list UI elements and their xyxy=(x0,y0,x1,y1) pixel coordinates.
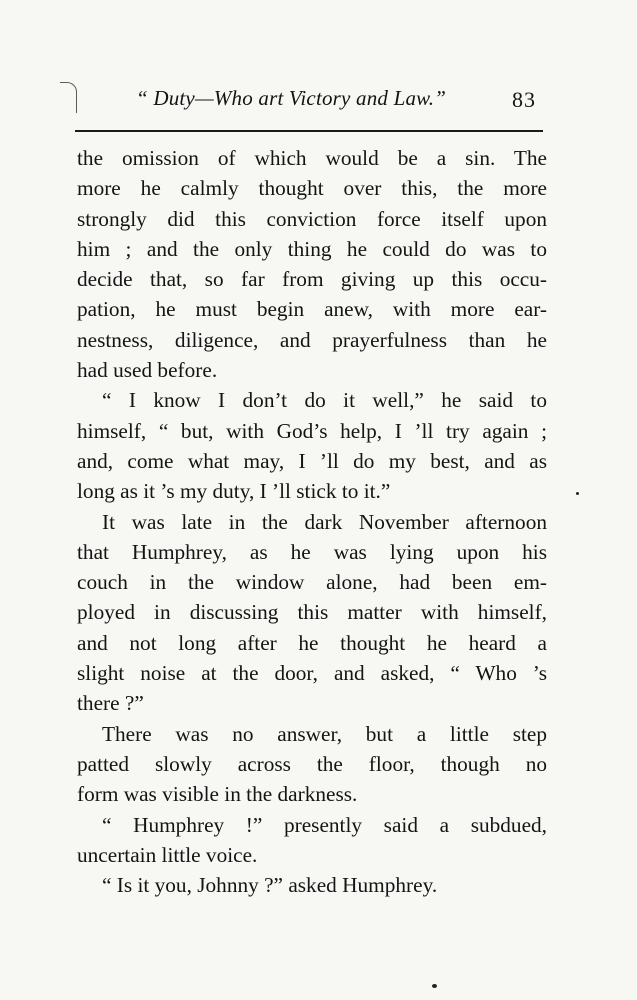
text-line: “ I know I don’t do it well,” he said to xyxy=(102,388,547,413)
running-head-title: “ Duty—Who art Victory and Law.” xyxy=(136,86,447,110)
text-line: uncertain little voice. xyxy=(77,842,258,867)
text-line: nestness, diligence, and prayerfulness than he xyxy=(77,327,547,352)
text-line: pation, he must begin anew, with more ear- xyxy=(77,297,547,322)
text-line: long as it ’s my duty, I ’ll stick to it.” xyxy=(77,479,391,504)
text-line: strongly did this conviction force itself upon xyxy=(77,206,547,231)
text-line: him ; and the only thing he could do was to xyxy=(77,236,547,261)
text-line: had used before. xyxy=(77,358,218,383)
text-line: and not long after he thought he heard a xyxy=(77,630,547,655)
ink-speck xyxy=(432,984,437,988)
text-line: that Humphrey, as he was lying upon his xyxy=(77,539,547,564)
text-line: the omission of which would be a sin. The xyxy=(77,146,547,170)
body-text xyxy=(77,143,547,900)
text-line: and, come what may, I ’ll do my best, and as xyxy=(77,448,547,473)
text-line: couch in the window alone, had been em- xyxy=(77,570,547,595)
text-line: form was visible in the darkness. xyxy=(77,782,358,807)
text-line: there ?” xyxy=(77,691,144,716)
margin-pencil-mark xyxy=(60,82,77,113)
text-line: There was no answer, but a little step xyxy=(102,721,547,746)
header-rule xyxy=(75,130,543,132)
text-line: slight noise at the door, and asked, “ Who ’s xyxy=(77,661,547,686)
text-line: It was late in the dark November afternoon xyxy=(102,509,547,534)
text-line: more he calmly thought over this, the more xyxy=(77,176,547,201)
text-line: “ Humphrey !” presently said a subdued, xyxy=(102,812,547,837)
text-line: decide that, so far from giving up this occu- xyxy=(77,267,547,292)
text-line: patted slowly across the floor, though no xyxy=(77,751,547,776)
ink-speck xyxy=(576,492,579,495)
text-line: “ Is it you, Johnny ?” asked Humphrey. xyxy=(102,873,438,898)
page-number: 83 xyxy=(512,87,536,112)
text-line: himself, “ but, with God’s help, I ’ll try again ; xyxy=(77,418,547,443)
text-line: ployed in discussing this matter with himself, xyxy=(77,600,547,625)
